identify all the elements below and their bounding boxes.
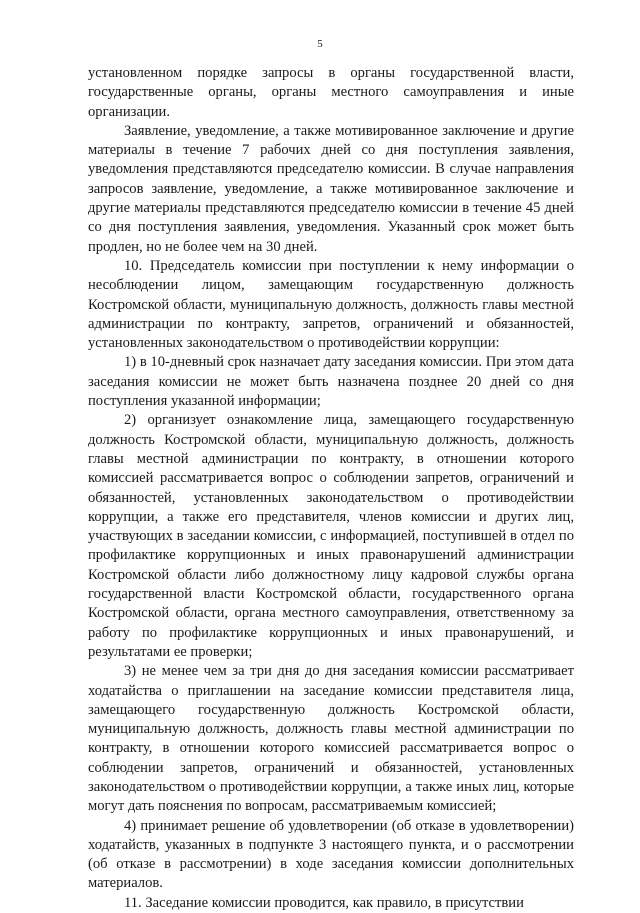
paragraph-item-11: 11. Заседание комиссии проводится, как правило, в присутствии [124, 894, 524, 911]
paragraph-item-10: 10. Председатель комиссии при поступлении к нему информации о несоблюдении лицом, замещающим государственную должность Костромской области, муниципальную должность, должность главы местной администрации по контракту, запретов, ограничений и обязанностей, установленных законодательством о противодействии коррупции: [88, 257, 574, 352]
document-body [88, 64, 574, 913]
paragraph-subitem-1: 1) в 10-дневный срок назначает дату заседания комиссии. При этом дата заседания комиссии не может быть назначена позднее 20 дней со дня поступления указанной информации; [88, 354, 574, 410]
paragraph-subitem-4: 4) принимает решение об удовлетворении (об отказе в удовлетворении) ходатайств, указанных в подпункте 3 настоящего пункта, и о рассмотрении (об отказе в рассмотрении) в ходе заседания комиссии дополнительных материалов. [88, 817, 574, 892]
paragraph-subitem-2: 2) организует ознакомление лица, замещающего государственную должность Костромской области, муниципальную должность, должность главы местной администрации по контракту, в отношении которого комиссией рассматривается вопрос о соблюдении запретов, ограничений и обязанностей, установленных законодательством о противодействии коррупции, а также его представителя, членов комиссии и других лиц, участвующих в заседании комиссии, с информацией, поступившей в отдел по профилактике коррупционных и иных правонарушений администрации Костромской области либо должностному лицу кадровой службы органа государственной власти Костромской области, государственного органа Костромской области, органа местного самоуправления, ответственному за работу по профилактике коррупционных и иных правонарушений, и результатами ее проверки; [88, 412, 574, 660]
paragraph-materials-deadline: Заявление, уведомление, а также мотивированное заключение и другие материалы в течение 7 рабочих дней со дня поступления заявления, уведомления представляются председателю комиссии. В случае направления запросов заявление, уведомление, а также мотивированное заключение и другие материалы представляются председателю комиссии в течение 45 дней со дня поступления заявления, уведомления. Указанный срок может быть продлен, но не более чем на 30 дней. [88, 122, 574, 255]
paragraph-requests-continued: установленном порядке запросы в органы государственной власти, государственные органы, органы местного самоуправления и иные организации. [88, 65, 574, 120]
page-number: 5 [317, 38, 323, 50]
paragraph-subitem-3: 3) не менее чем за три дня до дня заседания комиссии рассматривает ходатайства о приглашении на заседание комиссии представителя лица, замещающего государственную должность Костромской области, муниципальную должность, должность главы местной администрации по контракту, в отношении которого комиссией рассматривается вопрос о соблюдении запретов, ограничений и обязанностей, установленных законодательством о противодействии коррупции, а также иных лиц, которые могут дать пояснения по вопросам, рассматриваемым комиссией; [88, 663, 574, 815]
